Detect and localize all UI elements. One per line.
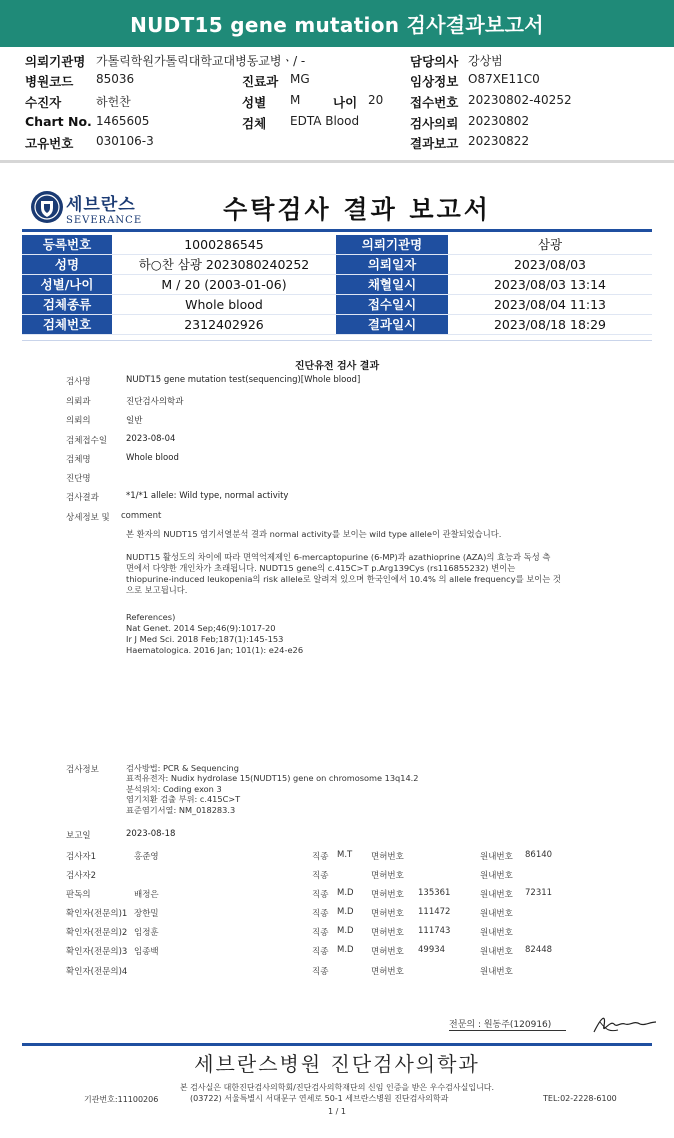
staff-internal-label: 원내번호 [480, 967, 513, 977]
received-label: 검체접수일 [66, 436, 108, 446]
staff-internal-label: 원내번호 [480, 928, 513, 938]
grid-value: Whole blood [185, 297, 263, 312]
specimen-value: EDTA Blood [290, 114, 360, 128]
info-line: 으로 보고됩니다. [126, 585, 188, 595]
receipt-value: 20230802-40252 [468, 93, 572, 107]
staff-internal-label: 원내번호 [480, 909, 513, 919]
staff-job: M.D [337, 926, 354, 936]
staff-job-label: 직종 [312, 909, 329, 919]
grid-label: 의뢰일자 [336, 255, 448, 274]
receipt-label: 접수번호 [410, 95, 459, 110]
grid-value: 2023/08/03 13:14 [493, 277, 607, 292]
grid-row [22, 235, 652, 255]
method-line: 염기치환 검출 부위: c.415C>T [126, 794, 241, 805]
method-line: 분석위치: Coding exon 3 [126, 783, 222, 794]
request-label: 검사의뢰 [410, 116, 459, 131]
staff-role: 검사자1 [66, 852, 97, 862]
hospital-code-value: 85036 [96, 72, 135, 86]
grid-label: 검체번호 [22, 315, 112, 334]
info-block [126, 552, 646, 596]
staff-internal: 86140 [525, 850, 553, 860]
method-line: 검사방법: PCR & Sequencing [126, 763, 239, 773]
clinical-label: 임상정보 [410, 74, 459, 89]
info-line: thiopurine-induced leukopenia의 risk allele로 알려져 있으며 한국인에서 10.4% 의 allele frequency를 보이는 것 [126, 574, 561, 584]
staff-job-label: 직종 [312, 871, 329, 881]
reference-line: References) [126, 612, 176, 622]
specimen-name-label: 검체명 [66, 455, 91, 465]
method-line: 표준염기서열: NM_018283.3 [126, 804, 236, 815]
clinical-value: O87XE11C0 [468, 72, 540, 86]
certification-text: 본 검사실은 대한진단검사의학회/진단검사의학재단의 신임 인증을 받은 우수검사실입니다. [179, 1083, 495, 1092]
reference-line: Ir J Med Sci. 2018 Feb;187(1):145-153 [126, 634, 284, 644]
organization-number: 기관번호:11100206 [84, 1095, 159, 1104]
staff-job: M.D [337, 907, 354, 917]
staff-role: 검사자2 [66, 871, 97, 881]
grid-value: 2023/08/04 11:13 [493, 297, 607, 312]
staff-name: 장한밀 [134, 909, 159, 919]
staff-internal-label: 원내번호 [480, 871, 513, 881]
age-label: 나이 [333, 95, 358, 110]
staff-job-label: 직종 [312, 852, 329, 862]
page-number: 1 / 1 [328, 1107, 346, 1116]
staff-job-label: 직종 [312, 890, 329, 900]
grid-value: 2023/08/03 [513, 257, 587, 272]
staff-job: M.T [337, 850, 353, 860]
section-title: 진단유전 검사 결과 [294, 361, 380, 372]
staff-license-label: 면허번호 [371, 871, 404, 881]
signature-underline [449, 1030, 566, 1031]
staff-internal-label: 원내번호 [480, 852, 513, 862]
doctor-label: 의뢰의 [66, 416, 91, 426]
specimen-name-value: Whole blood [126, 453, 179, 463]
staff-job-label: 직종 [312, 967, 329, 977]
staff-role: 확인자(전문의)2 [66, 928, 128, 938]
comment-label-2: comment [121, 511, 162, 521]
staff-license-label: 면허번호 [371, 852, 404, 862]
report-label: 결과보고 [410, 136, 459, 151]
grid-row [22, 315, 652, 335]
grid-label: 성별/나이 [22, 275, 112, 294]
grid-value: 1000286545 [184, 237, 264, 252]
staff-name: 임종백 [134, 947, 159, 957]
staff-license-label: 면허번호 [371, 890, 404, 900]
grid-value: 2312402926 [184, 317, 264, 332]
staff-license: 135361 [418, 888, 451, 898]
grid-label: 결과일시 [336, 315, 448, 334]
staff-job-label: 직종 [312, 928, 329, 938]
doctor-label: 담당의사 [410, 54, 459, 69]
staff-job: M.D [337, 945, 354, 955]
grid-value: 2023/08/18 18:29 [493, 317, 607, 332]
method-line: 표적유전자: Nudix hydrolase 15(NUDT15) gene on chromosome 13q14.2 [126, 773, 419, 784]
dept-label: 진료과 [242, 74, 279, 89]
sex-value: M [290, 93, 301, 107]
telephone-text: TEL:02-2228-6100 [543, 1094, 617, 1103]
unique-label: 고유번호 [25, 136, 74, 151]
staff-license-label: 면허번호 [371, 909, 404, 919]
report-date-label: 보고일 [66, 831, 91, 841]
section-divider [0, 160, 674, 163]
grid-row [22, 275, 652, 295]
patient-value: 하헌찬 [96, 95, 131, 109]
info-line: 면에서 다양한 개인차가 초래됩니다. NUDT15 gene의 c.415C>T p.Arg139Cys (rs116855232) 변이는 [126, 563, 516, 573]
staff-license-label: 면허번호 [371, 967, 404, 977]
method-label: 검사정보 [66, 765, 99, 775]
staff-internal-label: 원내번호 [480, 890, 513, 900]
grid-label: 의뢰기관명 [336, 235, 448, 254]
comment-label: 상세정보 및 [66, 513, 110, 523]
grid-label: 검체종류 [22, 295, 112, 314]
info-line: NUDT15 활성도의 차이에 따라 면역억제제인 6-mercaptopurine (6-MP)과 azathioprine (AZA)의 효능과 독성 측 [126, 552, 551, 562]
staff-role: 확인자(전문의)3 [66, 947, 128, 957]
staff-name: 배정은 [134, 890, 159, 900]
specimen-label: 검체 [242, 116, 267, 131]
reference-line: Nat Genet. 2014 Sep;46(9):1017-20 [126, 623, 276, 633]
staff-license-label: 면허번호 [371, 928, 404, 938]
staff-internal-label: 원내번호 [480, 947, 513, 957]
footer-top-bar [22, 1043, 652, 1046]
logo-english: SEVERANCE [66, 215, 143, 226]
grid-value: M / 20 (2003-01-06) [161, 277, 287, 292]
diagnosis-label: 진단명 [66, 474, 91, 484]
staff-license: 111472 [418, 907, 451, 917]
grid-label: 성명 [22, 255, 112, 274]
staff-name: 임정훈 [134, 928, 159, 938]
received-value: 2023-08-04 [126, 434, 176, 444]
staff-license-label: 면허번호 [371, 947, 404, 957]
staff-license: 111743 [418, 926, 451, 936]
patient-label: 수진자 [25, 95, 62, 110]
grid-bottom-line [22, 340, 652, 341]
doctor-value: 강상범 [468, 54, 503, 68]
grid-label: 접수일시 [336, 295, 448, 314]
test-name-value: NUDT15 gene mutation test(sequencing)[Whole blood] [126, 375, 361, 385]
chart-label: Chart No. [25, 114, 92, 129]
comment-line: 본 환자의 NUDT15 염기서열분석 결과 normal activity를 보이는 wild type allele이 관찰되었습니다. [126, 529, 502, 539]
report-title: 수탁검사 결과 보고서 [223, 195, 491, 224]
grid-value: 삼광 [537, 237, 563, 252]
footer-title: 세브란스병원 진단검사의학과 [194, 1052, 480, 1076]
logo-korean: 세브란스 [66, 195, 136, 215]
references-block [126, 612, 646, 656]
dept-value: MG [290, 72, 310, 86]
grid-top-bar [22, 229, 652, 232]
dept-value: 진단검사의학과 [126, 397, 184, 407]
report-value: 20230822 [468, 134, 530, 148]
grid-label: 채혈일시 [336, 275, 448, 294]
unique-value: 030106-3 [96, 134, 154, 148]
grid-row [22, 295, 652, 315]
comment-block [126, 529, 646, 540]
method-block [126, 763, 646, 815]
reference-line: Haematologica. 2016 Jan; 101(1): e24-e26 [126, 645, 304, 655]
hospital-code-label: 병원코드 [25, 74, 74, 89]
grid-row [22, 255, 652, 275]
institution-value: 가톨릭학원가톨릭대학교대병동교병ㆍ/ - [96, 54, 306, 68]
report-top-title: NUDT15 gene mutation 검사결과보고서 [0, 0, 674, 47]
handwritten-signature [592, 1012, 658, 1038]
grid-value: 하○찬 삼광 2023080240252 [138, 257, 310, 272]
dept-label: 의뢰과 [66, 397, 91, 407]
chart-value: 1465605 [96, 114, 150, 128]
staff-job-label: 직종 [312, 947, 329, 957]
request-value: 20230802 [468, 114, 530, 128]
staff-job: M.D [337, 888, 354, 898]
institution-label: 의뢰기관명 [25, 54, 86, 69]
staff-internal: 82448 [525, 945, 553, 955]
age-value: 20 [368, 93, 384, 107]
staff-license: 49934 [418, 945, 446, 955]
staff-role: 확인자(전문의)1 [66, 909, 128, 919]
staff-internal: 72311 [525, 888, 553, 898]
doctor-value: 일반 [126, 416, 143, 426]
grid-label: 등록번호 [22, 235, 112, 254]
result-value: *1/*1 allele: Wild type, normal activity [126, 491, 289, 501]
signature-text: 전문의 : 원동주(120916) [449, 1020, 552, 1030]
staff-role: 판독의 [66, 890, 91, 900]
staff-role: 확인자(전문의)4 [66, 967, 128, 977]
sex-label: 성별 [242, 95, 267, 110]
address-text: (03722) 서울특별시 서대문구 연세로 50-1 세브란스병원 진단검사의학과 [190, 1094, 449, 1103]
test-name-label: 검사명 [66, 377, 91, 387]
result-label: 검사결과 [66, 493, 99, 503]
staff-name: 홍준영 [134, 852, 159, 862]
report-date-value: 2023-08-18 [126, 829, 176, 839]
